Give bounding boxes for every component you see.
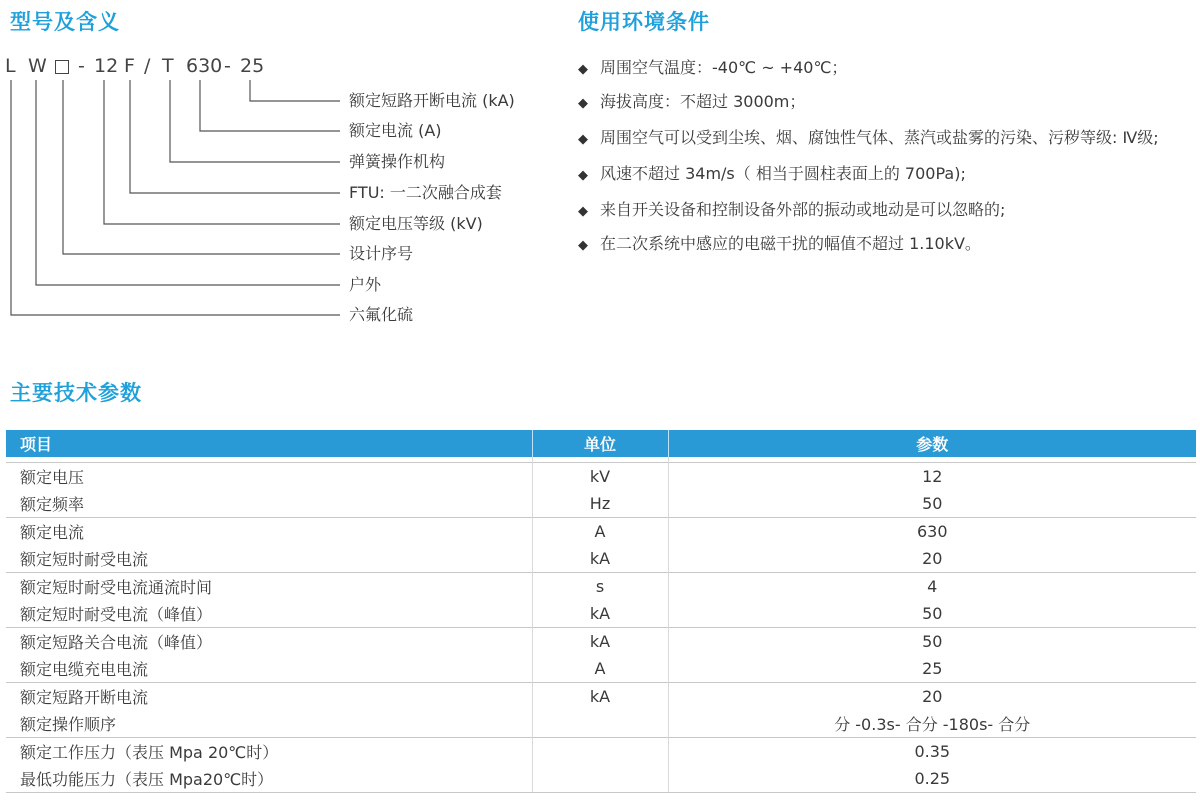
cell-value: 0.25 [668, 765, 1196, 793]
table-row [6, 490, 1196, 518]
env-text: 周围空气可以受到尘埃、烟、腐蚀性气体、蒸汽或盐雾的污染、污秽等级: Ⅳ级; [600, 128, 1159, 147]
table-row [6, 573, 1196, 601]
code-dash-2: - [224, 55, 231, 77]
diamond-bullet-icon: ◆ [578, 62, 588, 77]
cell-unit: Hz [532, 490, 668, 518]
cell-item: 额定电流 [6, 518, 532, 546]
table-row [6, 545, 1196, 573]
header-value: 参数 [668, 430, 1196, 457]
code-dash-1: - [78, 55, 85, 77]
env-text: 来自开关设备和控制设备外部的振动或地动是可以忽略的; [600, 200, 1006, 219]
code-voltage: 12 [94, 55, 119, 77]
env-text: 风速不超过 34m/s（ 相当于圆柱表面上的 700Pa); [600, 164, 966, 183]
table-row [6, 463, 1196, 491]
cell-value: 12 [668, 463, 1196, 491]
cell-unit: kA [532, 545, 668, 573]
diamond-bullet-icon: ◆ [578, 238, 588, 253]
list-item [578, 58, 847, 80]
cell-value: 分 -0.3s- 合分 -180s- 合分 [668, 710, 1196, 738]
cell-value: 20 [668, 545, 1196, 573]
cell-item: 额定电缆充电电流 [20, 660, 149, 679]
env-text: 在二次系统中感应的电磁干扰的幅值不超过 1.10kV。 [600, 234, 981, 253]
meaning-rated-current: 额定电流 (A) [349, 121, 442, 140]
cell-unit: A [532, 518, 668, 546]
meaning-outdoor: 户外 [349, 275, 382, 294]
cell-item: 额定短路关合电流（峰值） [6, 628, 532, 656]
cell-value: 0.35 [668, 738, 1196, 766]
table-row [6, 765, 1196, 793]
meaning-sf6: 六氟化硫 [349, 305, 414, 324]
list-item [578, 234, 981, 256]
code-current: 630 [186, 55, 223, 77]
diamond-bullet-icon: ◆ [578, 132, 588, 147]
model-heading: 型号及含义 [10, 10, 120, 34]
table-row [6, 683, 1196, 711]
cell-item: 额定工作压力（表压 Mpa 20℃时） [6, 738, 532, 766]
cell-value: 50 [668, 600, 1196, 628]
environment-heading: 使用环境条件 [578, 10, 710, 34]
cell-item: 额定电压 [6, 463, 532, 491]
cell-item: 额定短时耐受电流通流时间 [6, 573, 532, 601]
cell-value: 50 [668, 628, 1196, 656]
cell-unit: kA [532, 628, 668, 656]
cell-item: 最低功能压力（表压 Mpa20℃时） [6, 765, 532, 793]
table-header-row [6, 430, 1196, 457]
cell-value: 4 [668, 573, 1196, 601]
params-table [6, 430, 1196, 793]
cell-value: 50 [668, 490, 1196, 518]
list-item [578, 200, 1005, 222]
cell-item: 额定短时耐受电流 [20, 550, 149, 569]
code-char-f: F [124, 55, 135, 77]
cell-unit: s [532, 573, 668, 601]
env-text: 海拔高度：不超过 3000m； [600, 92, 806, 111]
header-unit: 单位 [532, 430, 668, 457]
table-row [6, 710, 1196, 738]
table-row [6, 518, 1196, 546]
cell-value: 20 [668, 683, 1196, 711]
cell-item: 额定短路开断电流 [6, 683, 532, 711]
cell-item: 额定短时耐受电流（峰值） [20, 605, 213, 624]
meaning-design-number: 设计序号 [349, 244, 414, 263]
table-row [6, 600, 1196, 628]
code-char-l: L [5, 55, 16, 77]
table-row [6, 628, 1196, 656]
code-breaking-current: 25 [240, 55, 265, 77]
cell-unit: A [532, 655, 668, 683]
code-slash: / [144, 55, 151, 77]
cell-item: 额定操作顺序 [20, 715, 117, 734]
diamond-bullet-icon: ◆ [578, 96, 588, 111]
cell-unit: kA [532, 600, 668, 628]
cell-item: 额定频率 [20, 495, 85, 514]
cell-value: 630 [668, 518, 1196, 546]
cell-unit [532, 710, 668, 738]
cell-unit: kV [532, 463, 668, 491]
env-text: 周围空气温度：-40℃ ~ +40℃； [600, 58, 848, 77]
meaning-ftu: FTU: 一二次融合成套 [349, 183, 502, 202]
cell-value: 25 [668, 655, 1196, 683]
meaning-breaking-current: 额定短路开断电流 (kA) [349, 91, 515, 110]
cell-unit: kA [532, 683, 668, 711]
meaning-spring-mechanism: 弹簧操作机构 [349, 152, 446, 171]
model-code-connector-lines [0, 0, 350, 330]
list-item [578, 164, 966, 186]
code-char-t: T [162, 55, 174, 77]
header-item: 项目 [6, 430, 532, 457]
list-item [578, 128, 1159, 150]
meaning-voltage-level: 额定电压等级 (kV) [349, 214, 483, 233]
table-row [6, 655, 1196, 683]
code-char-w: W [28, 55, 47, 77]
diamond-bullet-icon: ◆ [578, 204, 588, 219]
diamond-bullet-icon: ◆ [578, 168, 588, 183]
cell-unit [532, 738, 668, 766]
params-heading: 主要技术参数 [10, 381, 142, 405]
table-row [6, 738, 1196, 766]
list-item [578, 92, 805, 114]
cell-unit [532, 765, 668, 793]
